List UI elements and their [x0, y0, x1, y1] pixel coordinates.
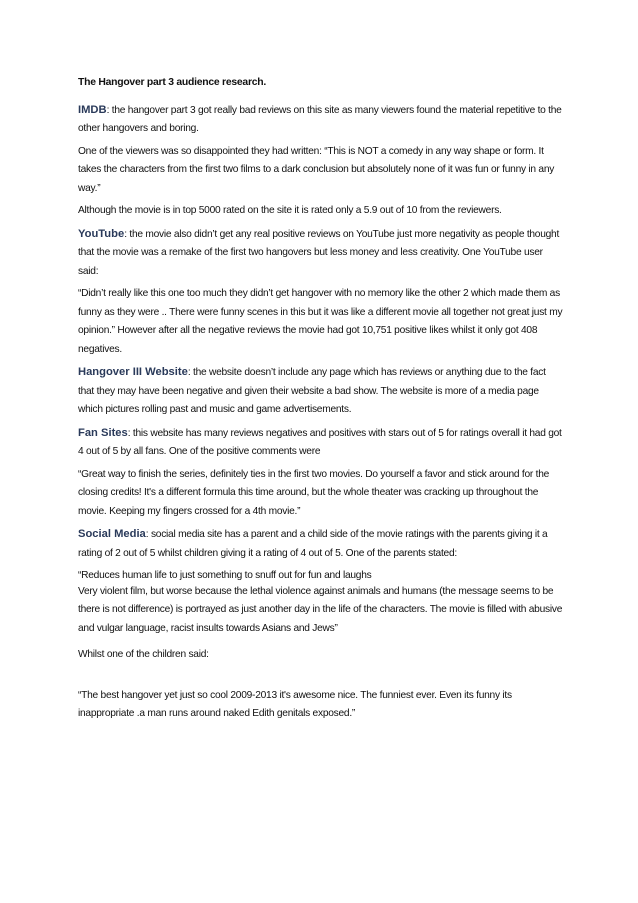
parent-quote-line1: “Reduces human life to just something to snuff out for fun and laughs	[78, 570, 372, 581]
youtube-paragraph	[78, 225, 564, 282]
document-title: The Hangover part 3 audience research.	[78, 77, 266, 88]
fansites-heading: Fan Sites	[78, 426, 128, 439]
youtube-text: : the movie also didn’t get any real positive reviews on YouTube just more negativity as people thought that the movie was a remake of the first two hangovers but less money and less creativity. One YouTube user said:	[78, 228, 560, 277]
fansites-paragraph	[78, 424, 564, 462]
website-heading: Hangover III Website	[78, 366, 188, 378]
parent-quote-paragraph	[78, 569, 564, 638]
youtube-quote-paragraph: “Didn’t really like this one too much they didn’t get hangover with no memory like the other 2 which made them as funny as they were .. There were funny scenes in this but it was like a different movie all together not great just my opinion.” However after all the negative reviews the movie had got 10,751 positive likes whilst it only got 408 negatives.	[78, 288, 563, 355]
child-quote-paragraph: “The best hangover yet just so cool 2009-2013 it's awesome nice. The funniest ever. Even its funny its inappropriate .a man runs around naked Edith genitals exposed.”	[78, 689, 512, 719]
fansites-text: : this website has many reviews negatives and positives with stars out of 5 for ratings overall it had got 4 out of 5 by all fans. One of the positive comments were	[78, 427, 562, 457]
document-body	[78, 74, 564, 728]
fansites-quote-paragraph: “Great way to finish the series, definitely ties in the first two movies. Do yourself a favor and stick around for the closing credits! It's a different formula this time around, but the whole theater was cracking up throughout the movie. Keeping my fingers crossed for a 4th movie.”	[78, 468, 550, 517]
parent-quote-rest: Very violent film, but worse because the lethal violence against animals and humans (the message seems to be there is not difference) is portrayed as just another day in the life of the characters. The movie is filled with abusive and vulgar language, racist insults towards Asians and Jews”	[78, 585, 563, 634]
social-text: : social media site has a parent and a child side of the movie ratings with the parents giving it a rating of 2 out of 5 whilst children giving it a rating of 4 out of 5. One of the parents stated:	[78, 529, 548, 559]
youtube-heading: YouTube	[78, 227, 125, 240]
imdb-quote-paragraph: One of the viewers was so disappointed they had written: “This is NOT a comedy in any way shape or form. It takes the characters from the first two films to a dark conclusion but absolutely none of it was fun or funny in any way.”	[78, 145, 555, 194]
imdb-paragraph	[78, 101, 564, 139]
imdb-text: : the hangover part 3 got really bad reviews on this site as many viewers found the material repetitive to the other hangovers and boring.	[78, 104, 562, 134]
imdb-rating-paragraph: Although the movie is in top 5000 rated on the site it is rated only a 5.9 out of 10 from the reviewers.	[78, 205, 502, 216]
imdb-heading: IMDB	[78, 103, 107, 116]
website-paragraph	[78, 363, 564, 420]
child-intro-paragraph: Whilst one of the children said:	[78, 649, 209, 660]
social-paragraph	[78, 525, 564, 563]
social-heading: Social Media	[78, 528, 146, 540]
website-text: : the website doesn’t include any page which has reviews or anything due to the fact that they may have been negative and given their website a bad show. The website is more of a media page which pictures rolling past and music and game advertisements.	[78, 367, 546, 415]
